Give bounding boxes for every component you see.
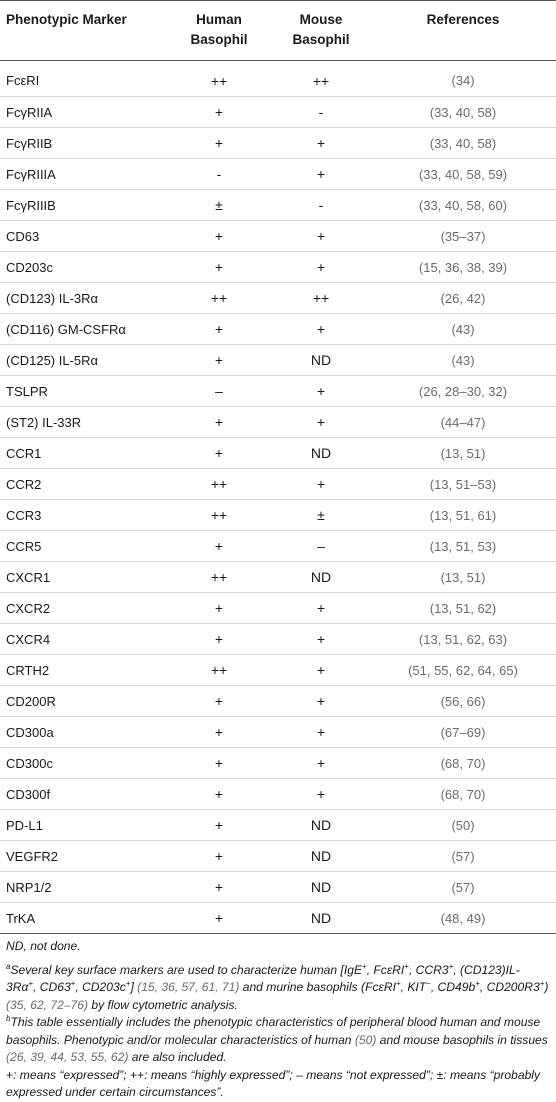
marker-cell: TSLPR <box>0 376 166 407</box>
references-cell[interactable]: (34) <box>370 61 556 97</box>
table-body <box>0 61 556 934</box>
marker-cell: (ST2) IL-33R <box>0 407 166 438</box>
mouse-basophil-cell: + <box>272 686 370 717</box>
mouse-basophil-cell: ND <box>272 438 370 469</box>
table-row <box>0 748 556 779</box>
mouse-basophil-cell: ND <box>272 345 370 376</box>
human-basophil-cell: + <box>166 128 272 159</box>
marker-cell: CRTH2 <box>0 655 166 686</box>
table-row <box>0 221 556 252</box>
mouse-basophil-cell: ND <box>272 872 370 903</box>
human-basophil-cell: + <box>166 810 272 841</box>
footnote-a-refs-human[interactable]: (15, 36, 57, 61, 71) <box>137 980 240 994</box>
mouse-basophil-cell: + <box>272 624 370 655</box>
human-basophil-cell: + <box>166 624 272 655</box>
marker-cell: CXCR4 <box>0 624 166 655</box>
human-basophil-cell: - <box>166 159 272 190</box>
human-basophil-cell: ++ <box>166 61 272 97</box>
references-cell[interactable]: (13, 51, 53) <box>370 531 556 562</box>
footnote-a: $^a$Several key surface markers are used to characterize human [IgE+, FcεRI+, CCR3+, (CD123)IL-3Rα+, CD63+, CD203c+] (15, 36, 57, 61, 71) and murine basophils (FcεRI+, KIT−, CD49b+, CD200R3+) (35, 62, 72–76) by flow cytometric analysis. <box>6 961 549 1012</box>
references-cell[interactable]: (33, 40, 58) <box>370 128 556 159</box>
marker-cell: CD300c <box>0 748 166 779</box>
human-basophil-cell: + <box>166 593 272 624</box>
references-cell[interactable]: (57) <box>370 841 556 872</box>
references-cell[interactable]: (56, 66) <box>370 686 556 717</box>
marker-cell: NRP1/2 <box>0 872 166 903</box>
marker-cell: FcγRIIA <box>0 97 166 128</box>
references-cell[interactable]: (67–69) <box>370 717 556 748</box>
human-basophil-cell: + <box>166 252 272 283</box>
table-row <box>0 345 556 376</box>
marker-cell: PD-L1 <box>0 810 166 841</box>
references-cell[interactable]: (13, 51) <box>370 562 556 593</box>
references-cell[interactable]: (44–47) <box>370 407 556 438</box>
table-row <box>0 810 556 841</box>
human-basophil-cell: + <box>166 748 272 779</box>
references-cell[interactable]: (43) <box>370 345 556 376</box>
human-basophil-cell: ++ <box>166 562 272 593</box>
marker-cell: TrKA <box>0 903 166 934</box>
references-cell[interactable]: (13, 51–53) <box>370 469 556 500</box>
mouse-basophil-cell: + <box>272 717 370 748</box>
header-marker: Phenotypic Marker <box>0 1 166 61</box>
references-cell[interactable]: (13, 51, 61) <box>370 500 556 531</box>
table-row <box>0 97 556 128</box>
references-cell[interactable]: (13, 51, 62, 63) <box>370 624 556 655</box>
table-row <box>0 624 556 655</box>
human-basophil-cell: – <box>166 376 272 407</box>
human-basophil-cell: ++ <box>166 469 272 500</box>
human-basophil-cell: + <box>166 686 272 717</box>
human-basophil-cell: ± <box>166 190 272 221</box>
table-footnotes <box>0 934 556 1102</box>
table-row <box>0 593 556 624</box>
table-row <box>0 283 556 314</box>
table-row <box>0 128 556 159</box>
table-row <box>0 655 556 686</box>
marker-cell: (CD116) GM-CSFRα <box>0 314 166 345</box>
references-cell[interactable]: (26, 42) <box>370 283 556 314</box>
marker-cell: FcγRIIIB <box>0 190 166 221</box>
footnote-b: $^b$This table essentially includes the phenotypic characteristics of peripheral blood human and mouse basophils. Phenotypic and/or molecular characteristics of human (50) and mouse basophils in tissues (26, 39, 44, 53, 55, 62) are also included. <box>6 1013 548 1064</box>
marker-cell: VEGFR2 <box>0 841 166 872</box>
human-basophil-cell: + <box>166 221 272 252</box>
mouse-basophil-cell: + <box>272 593 370 624</box>
marker-cell: CD203c <box>0 252 166 283</box>
table-row <box>0 314 556 345</box>
marker-cell: CCR3 <box>0 500 166 531</box>
references-cell[interactable]: (68, 70) <box>370 748 556 779</box>
marker-cell: FcγRIIB <box>0 128 166 159</box>
table-row <box>0 190 556 221</box>
table-row <box>0 407 556 438</box>
header-references: References <box>370 1 556 61</box>
mouse-basophil-cell: + <box>272 469 370 500</box>
mouse-basophil-cell: + <box>272 128 370 159</box>
references-cell[interactable]: (33, 40, 58) <box>370 97 556 128</box>
table-row <box>0 841 556 872</box>
table-row <box>0 252 556 283</box>
human-basophil-cell: + <box>166 717 272 748</box>
mouse-basophil-cell: + <box>272 748 370 779</box>
mouse-basophil-cell: + <box>272 221 370 252</box>
references-cell[interactable]: (51, 55, 62, 64, 65) <box>370 655 556 686</box>
human-basophil-cell: + <box>166 841 272 872</box>
table-row <box>0 903 556 934</box>
references-cell[interactable]: (35–37) <box>370 221 556 252</box>
references-cell[interactable]: (57) <box>370 872 556 903</box>
mouse-basophil-cell: ± <box>272 500 370 531</box>
human-basophil-cell: + <box>166 438 272 469</box>
mouse-basophil-cell: ND <box>272 810 370 841</box>
footnote-b-refs-mouse[interactable]: (26, 39, 44, 53, 55, 62) <box>6 1050 129 1064</box>
table-row <box>0 61 556 97</box>
table-row <box>0 717 556 748</box>
mouse-basophil-cell: - <box>272 190 370 221</box>
references-cell[interactable]: (15, 36, 38, 39) <box>370 252 556 283</box>
references-cell[interactable]: (33, 40, 58, 60) <box>370 190 556 221</box>
marker-cell: FcεRI <box>0 61 166 97</box>
table-row <box>0 562 556 593</box>
mouse-basophil-cell: – <box>272 531 370 562</box>
table-row <box>0 376 556 407</box>
table-row <box>0 500 556 531</box>
references-cell[interactable]: (50) <box>370 810 556 841</box>
table-row <box>0 872 556 903</box>
mouse-basophil-cell: - <box>272 97 370 128</box>
human-basophil-cell: + <box>166 314 272 345</box>
table-row <box>0 469 556 500</box>
mouse-basophil-cell: + <box>272 779 370 810</box>
references-cell[interactable]: (26, 28–30, 32) <box>370 376 556 407</box>
footnote-a-refs-mouse[interactable]: (35, 62, 72–76) <box>6 997 89 1012</box>
table-row <box>0 438 556 469</box>
human-basophil-cell: + <box>166 407 272 438</box>
references-cell[interactable]: (13, 51) <box>370 438 556 469</box>
marker-cell: CD300a <box>0 717 166 748</box>
mouse-basophil-cell: ND <box>272 903 370 934</box>
human-basophil-cell: + <box>166 97 272 128</box>
header-row <box>0 1 556 61</box>
table-row <box>0 159 556 190</box>
human-basophil-cell: + <box>166 779 272 810</box>
footnote-b-refs-human[interactable]: (50) <box>354 1032 377 1047</box>
header-human: Human Basophil <box>166 1 272 61</box>
mouse-basophil-cell: + <box>272 252 370 283</box>
marker-cell: CCR2 <box>0 469 166 500</box>
marker-cell: CD300f <box>0 779 166 810</box>
mouse-basophil-cell: ND <box>272 841 370 872</box>
marker-cell: CCR5 <box>0 531 166 562</box>
marker-cell: CXCR1 <box>0 562 166 593</box>
mouse-basophil-cell: + <box>272 376 370 407</box>
mouse-basophil-cell: ++ <box>272 283 370 314</box>
human-basophil-cell: + <box>166 872 272 903</box>
header-mouse: Mouse Basophil <box>272 1 370 61</box>
references-cell[interactable]: (48, 49) <box>370 903 556 934</box>
mouse-basophil-cell: + <box>272 159 370 190</box>
references-cell[interactable]: (33, 40, 58, 59) <box>370 159 556 190</box>
marker-cell: FcγRIIIA <box>0 159 166 190</box>
human-basophil-cell: + <box>166 903 272 934</box>
human-basophil-cell: + <box>166 345 272 376</box>
marker-cell: (CD123) IL-3Rα <box>0 283 166 314</box>
human-basophil-cell: ++ <box>166 655 272 686</box>
references-cell[interactable]: (13, 51, 62) <box>370 593 556 624</box>
human-basophil-cell: ++ <box>166 500 272 531</box>
table-row <box>0 686 556 717</box>
footnote-legend: +: means “expressed”; ++: means “highly expressed”; – means “not expressed”; ±: means “probably expressed under certain circumstances”. <box>6 1067 541 1099</box>
mouse-basophil-cell: ++ <box>272 61 370 97</box>
mouse-basophil-cell: ND <box>272 562 370 593</box>
mouse-basophil-cell: + <box>272 314 370 345</box>
marker-cell: (CD125) IL-5Rα <box>0 345 166 376</box>
human-basophil-cell: + <box>166 531 272 562</box>
human-basophil-cell: ++ <box>166 283 272 314</box>
references-cell[interactable]: (68, 70) <box>370 779 556 810</box>
marker-cell: CCR1 <box>0 438 166 469</box>
marker-cell: CXCR2 <box>0 593 166 624</box>
marker-cell: CD63 <box>0 221 166 252</box>
footnote-nd: ND, not done. <box>6 939 81 953</box>
marker-cell: CD200R <box>0 686 166 717</box>
mouse-basophil-cell: + <box>272 407 370 438</box>
table-row <box>0 531 556 562</box>
mouse-basophil-cell: + <box>272 655 370 686</box>
table-row <box>0 779 556 810</box>
references-cell[interactable]: (43) <box>370 314 556 345</box>
